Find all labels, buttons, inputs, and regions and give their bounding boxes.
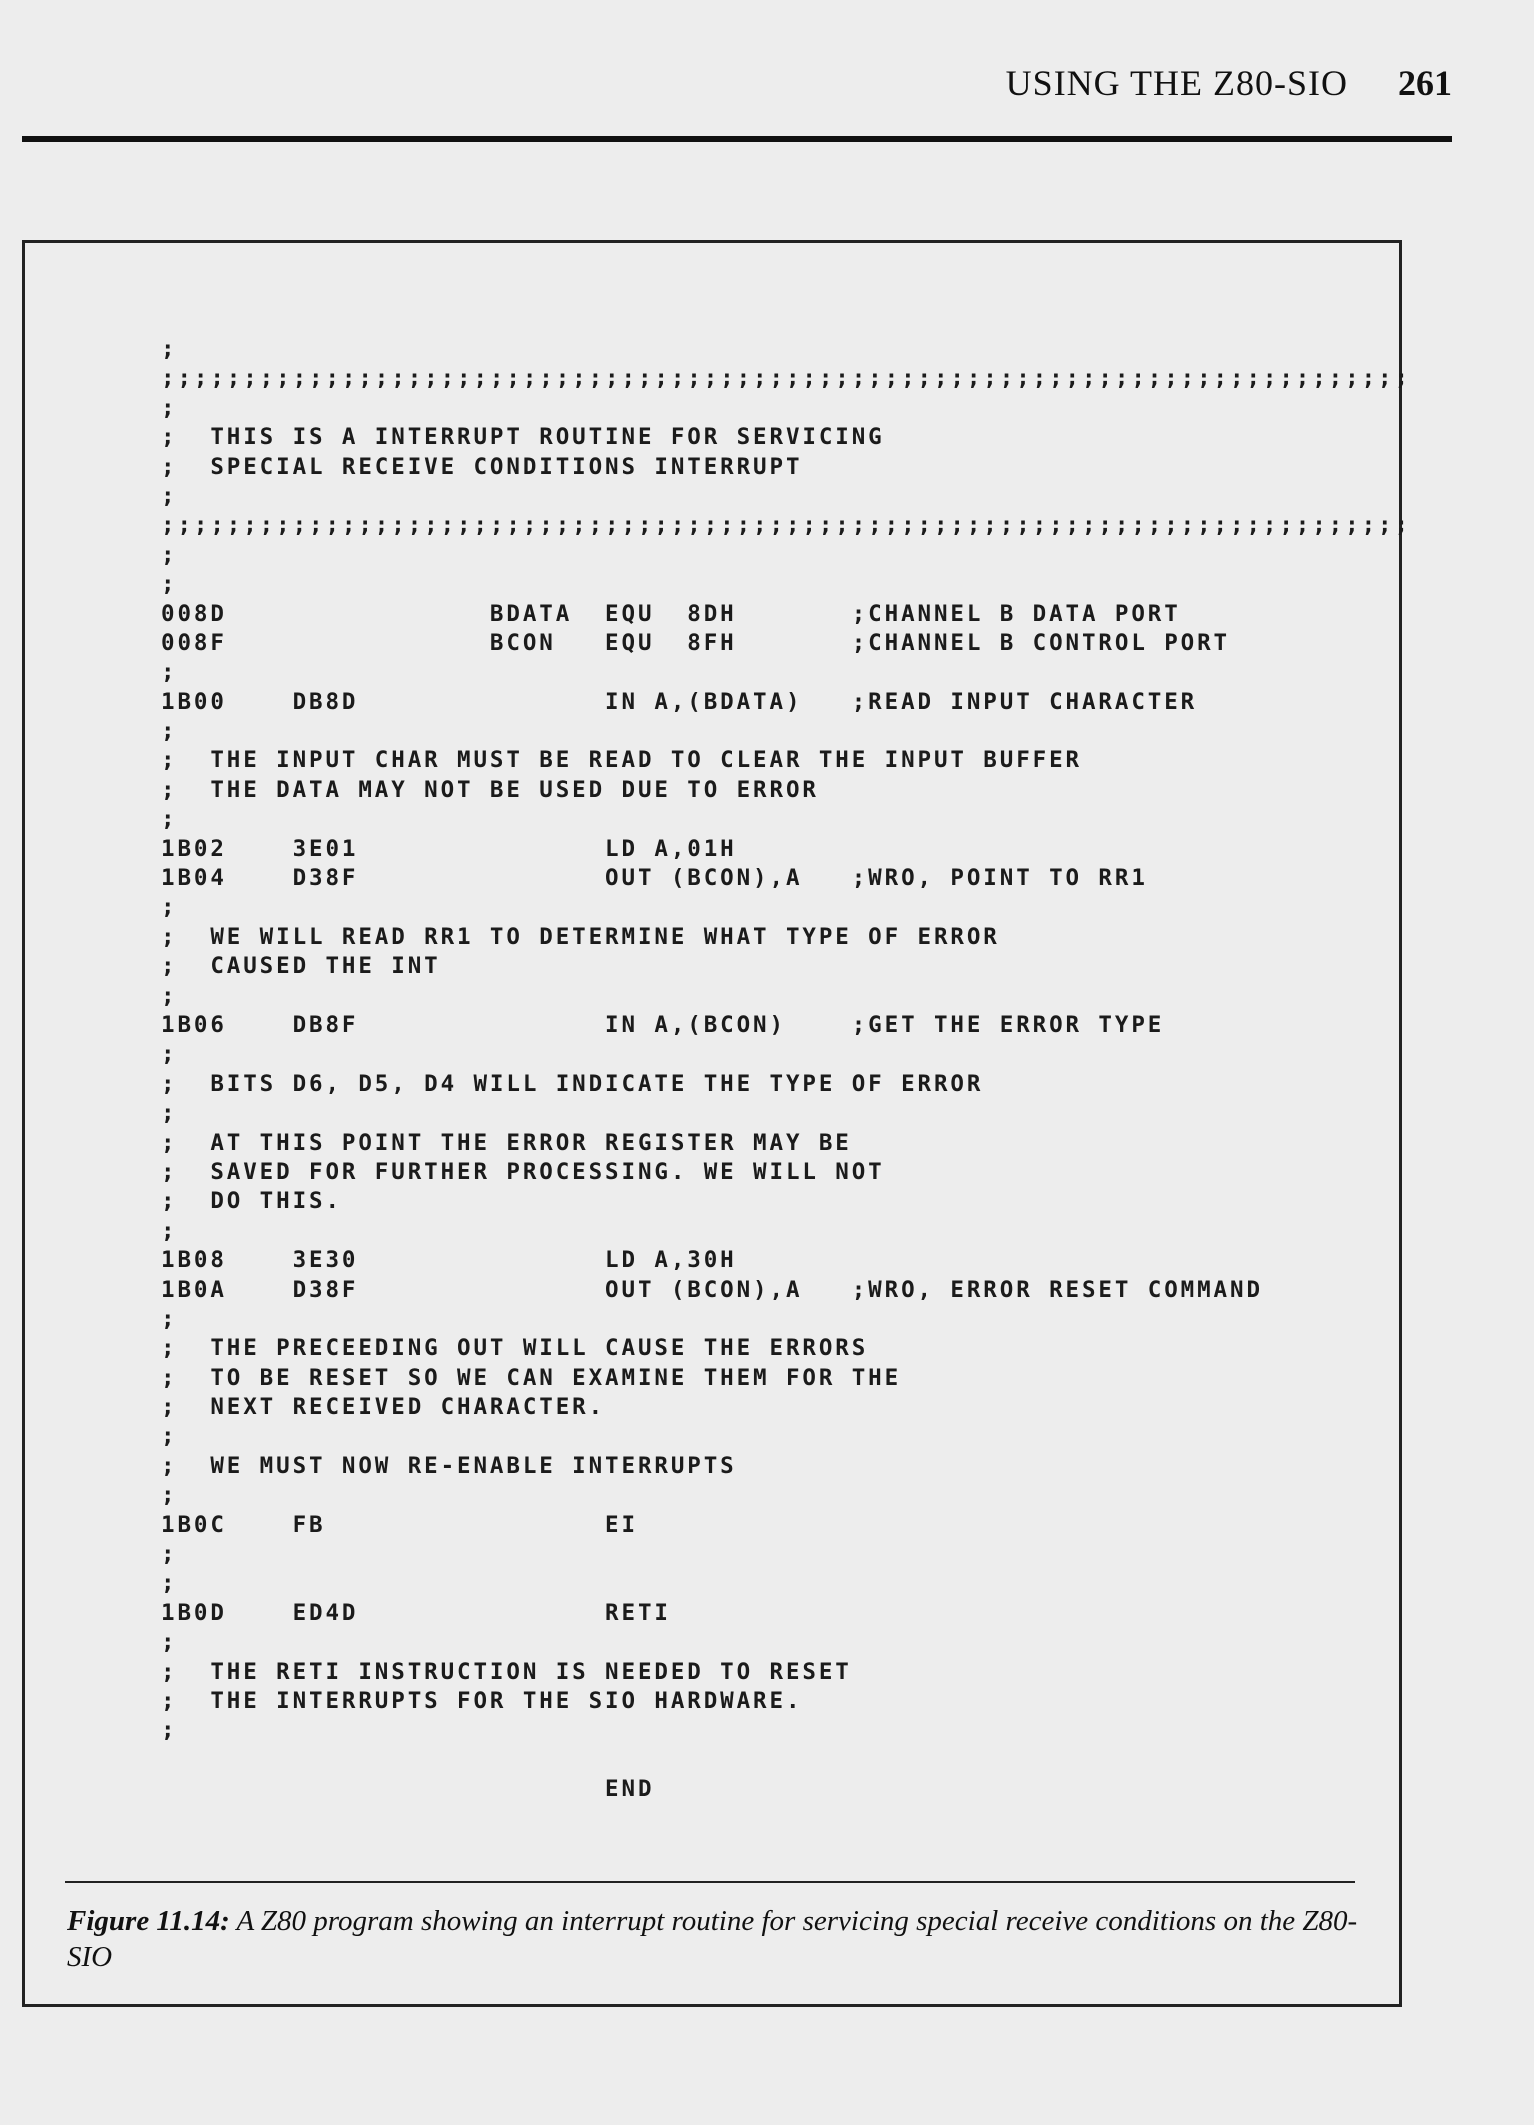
code-line: ; xyxy=(161,1541,178,1568)
code-line: ; BITS D6, D5, D4 WILL INDICATE THE TYPE OF ERROR xyxy=(161,1070,984,1097)
code-line: ; xyxy=(161,1717,178,1744)
code-line: 1B08 3E30 LD A,30H xyxy=(161,1247,737,1274)
page-number: 261 xyxy=(1398,63,1452,103)
running-head xyxy=(0,62,1452,104)
code-line: ; SAVED FOR FURTHER PROCESSING. WE WILL NOT xyxy=(161,1158,885,1185)
code-line: ; xyxy=(161,806,178,833)
code-line: ; xyxy=(161,1423,178,1450)
code-line: ; xyxy=(161,482,178,509)
code-line: 1B0A D38F OUT (BCON),A ;WRO, ERROR RESET COMMAND xyxy=(161,1276,1263,1303)
code-line: ; WE WILL READ RR1 TO DETERMINE WHAT TYPE OF ERROR xyxy=(161,923,1000,950)
code-line: 1B00 DB8D IN A,(BDATA) ;READ INPUT CHARACTER xyxy=(161,688,1198,715)
code-line: ; AT THIS POINT THE ERROR REGISTER MAY BE xyxy=(161,1129,852,1156)
code-line: ; xyxy=(161,1217,178,1244)
code-line: ; WE MUST NOW RE-ENABLE INTERRUPTS xyxy=(161,1452,737,1479)
code-line: ; xyxy=(161,659,178,686)
code-line: ;;;;;;;;;;;;;;;;;;;;;;;;;;;;;;;;;;;;;;;;;;;;;;;;;;;;;;;;;;;;;;;;;;;;;;;;;;;; xyxy=(161,365,1411,392)
code-line: ; xyxy=(161,336,178,362)
code-line: 1B0D ED4D RETI xyxy=(161,1599,671,1626)
caption-label: Figure 11.14: xyxy=(67,1905,230,1937)
code-line: 008D BDATA EQU 8DH ;CHANNEL B DATA PORT xyxy=(161,600,1181,627)
code-line: ; xyxy=(161,718,178,745)
code-line: ; THIS IS A INTERRUPT ROUTINE FOR SERVICING xyxy=(161,424,885,451)
code-line: ; THE RETI INSTRUCTION IS NEEDED TO RESET xyxy=(161,1658,852,1685)
code-line: END xyxy=(161,1776,655,1803)
code-line: ; xyxy=(161,571,178,598)
figure-caption xyxy=(67,1903,1367,1975)
code-line: ; xyxy=(161,1100,178,1127)
code-line: ; THE PRECEEDING OUT WILL CAUSE THE ERRORS xyxy=(161,1335,869,1362)
code-line: ; SPECIAL RECEIVE CONDITIONS INTERRUPT xyxy=(161,453,803,480)
code-line: ; CAUSED THE INT xyxy=(161,953,441,980)
code-line xyxy=(161,1746,1411,1775)
code-line: 1B02 3E01 LD A,01H xyxy=(161,835,737,862)
running-title: USING THE Z80-SIO xyxy=(1005,63,1348,103)
figure-box xyxy=(22,240,1411,2007)
code-line: ; xyxy=(161,541,178,568)
code-line: ;;;;;;;;;;;;;;;;;;;;;;;;;;;;;;;;;;;;;;;;;;;;;;;;;;;;;;;;;;;;;;;;;;;;;;;;;;;; xyxy=(161,512,1411,539)
code-line: ; THE INPUT CHAR MUST BE READ TO CLEAR THE INPUT BUFFER xyxy=(161,747,1082,774)
code-listing xyxy=(161,335,1411,1805)
code-line: ; THE DATA MAY NOT BE USED DUE TO ERROR xyxy=(161,776,819,803)
code-line: 1B0C FB EI xyxy=(161,1511,638,1538)
header-rule xyxy=(22,136,1452,142)
code-line: ; TO BE RESET SO WE CAN EXAMINE THEM FOR THE xyxy=(161,1364,902,1391)
code-line: 1B06 DB8F IN A,(BCON) ;GET THE ERROR TYPE xyxy=(161,1011,1165,1038)
code-line: 1B04 D38F OUT (BCON),A ;WRO, POINT TO RR1 xyxy=(161,865,1148,892)
code-line: ; THE INTERRUPTS FOR THE SIO HARDWARE. xyxy=(161,1687,803,1714)
code-line: ; xyxy=(161,1041,178,1068)
code-line: ; xyxy=(161,1629,178,1656)
caption-rule xyxy=(65,1881,1355,1883)
caption-text: A Z80 program showing an interrupt routine for servicing special receive conditions on the Z80-SIO xyxy=(67,1905,1358,1973)
code-line: ; xyxy=(161,1482,178,1509)
code-line: ; xyxy=(161,1570,178,1597)
code-line: 008F BCON EQU 8FH ;CHANNEL B CONTROL PORT xyxy=(161,629,1230,656)
code-line: ; NEXT RECEIVED CHARACTER. xyxy=(161,1394,606,1421)
code-line: ; xyxy=(161,1305,178,1332)
code-line: ; xyxy=(161,982,178,1009)
code-line: ; xyxy=(161,394,178,421)
code-line: ; xyxy=(161,894,178,921)
code-line: ; DO THIS. xyxy=(161,1188,342,1215)
